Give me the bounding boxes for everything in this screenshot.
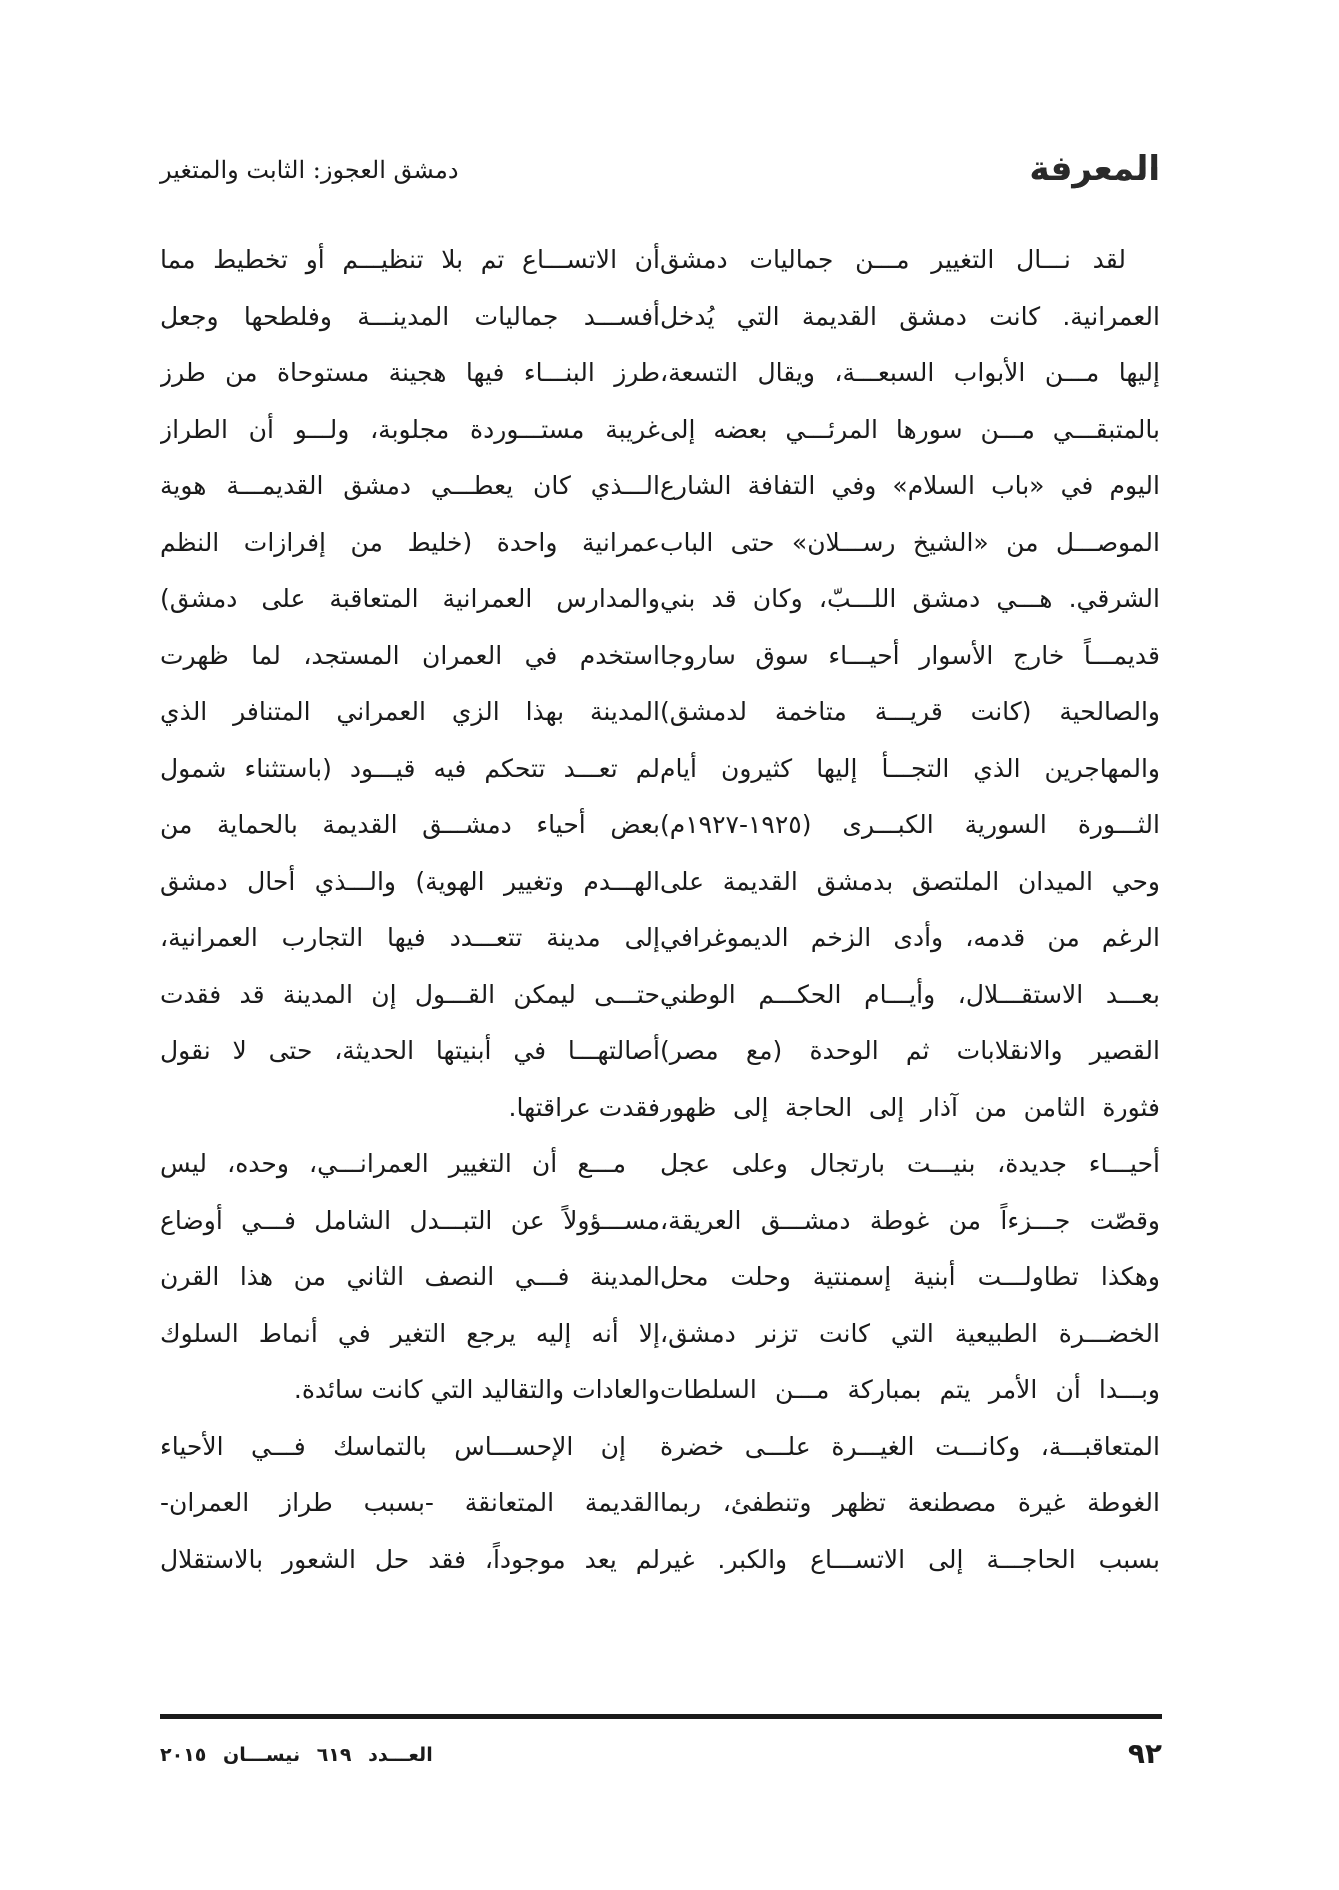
text-line: فثورة الثامن من آذار إلى الحاجة إلى ظهور xyxy=(660,1092,1160,1122)
page-header xyxy=(160,145,1160,195)
text-line: لقد نـــال التغيير مـــن جماليات دمشق xyxy=(660,245,1126,274)
paragraph xyxy=(160,1136,660,1419)
text-line: غريبة مستـــوردة مجلوبة، ولـــو أن الطراز xyxy=(160,414,660,444)
text-line: فقدت عراقتها. xyxy=(508,1092,660,1122)
text-line: استخدم في العمران المستجد، لما ظهرت xyxy=(160,640,660,670)
text-line: المدينة فـــي النصف الثاني من هذا القرن xyxy=(160,1262,660,1291)
text-line: والمهاجرين الذي التجـــأ إليها كثيرون أيام xyxy=(660,753,1160,783)
text-line: مـــع أن التغيير العمرانـــي، وحده، ليس xyxy=(160,1149,626,1178)
text-line: وهكذا تطاولـــت أبنية إسمنتية وحلت محل xyxy=(660,1262,1160,1291)
text-line: الـــذي كان يعطـــي دمشق القديمـــة هوية xyxy=(160,471,660,500)
text-line: وقصّت جـــزءاً من غوطة دمشـــق العريقة، xyxy=(660,1205,1160,1235)
text-line: الخضـــرة الطبيعية التي كانت تزنر دمشق، xyxy=(660,1318,1160,1348)
text-line: إليها مـــن الأبواب السبعـــة، ويقال التسعة، xyxy=(660,358,1160,387)
issue-info xyxy=(160,1740,433,1770)
text-column-left xyxy=(160,232,660,1588)
text-line: قديمـــاً خارج الأسوار أحيـــاء سوق ساروجا xyxy=(660,640,1160,670)
text-line: الرغم من قدمه، وأدى الزخم الديموغرافي xyxy=(660,923,1160,952)
text-line: وبـــدا أن الأمر يتم بمباركة مـــن السلطات xyxy=(660,1375,1160,1404)
magazine-logo: المعرفة xyxy=(1029,149,1160,189)
text-line: الموصـــل من «الشيخ رســـلان» حتى الباب xyxy=(660,527,1160,557)
text-line: مســـؤولاً عن التبـــدل الشامل فـــي أوضاع xyxy=(160,1205,660,1235)
text-line: إلا أنه إليه يرجع التغير في أنماط السلوك xyxy=(160,1318,660,1348)
text-line: وحي الميدان الملتصق بدمشق القديمة على xyxy=(660,866,1160,896)
text-line: لم يعد موجوداً، فقد حل الشعور بالاستقلال xyxy=(160,1544,660,1574)
text-line: والصالحية (كانت قريـــة متاخمة لدمشق) xyxy=(660,697,1160,726)
text-line: العمرانية. كانت دمشق القديمة التي يُدخل xyxy=(660,301,1160,331)
text-line: عمرانية واحدة (خليط من إفرازات النظم xyxy=(160,527,660,557)
text-line: إن الإحســـاس بالتماسك فـــي الأحياء xyxy=(160,1431,626,1461)
text-line: أصالتهـــا في أبنيتها الحديثة، حتى لا نقول xyxy=(160,1036,660,1065)
issue-number: ٦١٩ xyxy=(316,1744,352,1766)
text-line: القصير والانقلابات ثم الوحدة (مع مصر) xyxy=(660,1036,1160,1065)
paragraph xyxy=(160,1419,660,1589)
issue-month: نيســـان xyxy=(223,1744,301,1766)
text-line: المدينة بهذا الزي العمراني المتنافر الذي xyxy=(160,697,660,726)
page-footer xyxy=(160,1736,1162,1776)
text-line: إلى مدينة تتعـــدد فيها التجارب العمرانية، xyxy=(160,923,660,952)
text-line: بالمتبقـــي مـــن سورها المرئـــي بعضه إلى xyxy=(660,414,1160,444)
text-line: بسبب الحاجـــة إلى الاتســـاع والكبر. غير xyxy=(660,1544,1160,1574)
text-line: الهـــدم وتغيير الهوية) والـــذي أحال دمشق xyxy=(160,866,660,896)
issue-label: العـــدد xyxy=(368,1744,433,1766)
page-number: ٩٢ xyxy=(1127,1737,1162,1770)
text-line: أحيـــاء جديدة، بنيـــت بارتجال وعلى عجل xyxy=(660,1149,1160,1178)
text-line: والمدارس العمرانية المتعاقبة على دمشق) xyxy=(160,584,660,613)
text-line: اليوم في «باب السلام» وفي التفافة الشارع xyxy=(660,471,1160,500)
running-title: دمشق العجوز: الثابت والمتغير xyxy=(160,156,459,184)
text-line: أن الاتســـاع تم بلا تنظيـــم أو تخطيط مما xyxy=(160,245,660,274)
text-line: طرز البنـــاء فيها هجينة مستوحاة من طرز xyxy=(160,358,660,387)
text-line: لم تعـــد تتحكم فيه قيـــود (باستثناء شمول xyxy=(160,753,660,783)
text-line: القديمة المتعانقة -بسبب طراز العمران- xyxy=(160,1488,660,1517)
paragraph xyxy=(660,232,1160,1588)
text-line: الثـــورة السورية الكبـــرى (١٩٢٥-١٩٢٧م) xyxy=(660,810,1160,839)
text-line: أفســـد جماليات المدينـــة وفلطحها وجعل xyxy=(160,301,660,331)
text-line: بعض أحياء دمشـــق القديمة بالحماية من xyxy=(160,810,660,839)
paragraph xyxy=(160,232,660,1136)
footer-rule xyxy=(160,1714,1162,1719)
issue-year: ٢٠١٥ xyxy=(160,1744,207,1766)
text-line: بعـــد الاستقـــلال، وأيـــام الحكـــم الوطني xyxy=(660,979,1160,1009)
text-line: المتعاقبـــة، وكانـــت الغيـــرة علـــى خضرة xyxy=(660,1431,1160,1461)
text-line: حتـــى ليمكن القـــول إن المدينة قد فقدت xyxy=(160,979,660,1009)
text-line: الشرقي. هـــي دمشق اللـــبّ، وكان قد بني xyxy=(660,584,1160,613)
text-line: الغوطة غيرة مصطنعة تظهر وتنطفئ، ربما xyxy=(660,1488,1160,1517)
text-line: والعادات والتقاليد التي كانت سائدة. xyxy=(293,1375,660,1404)
text-column-right xyxy=(660,232,1160,1588)
